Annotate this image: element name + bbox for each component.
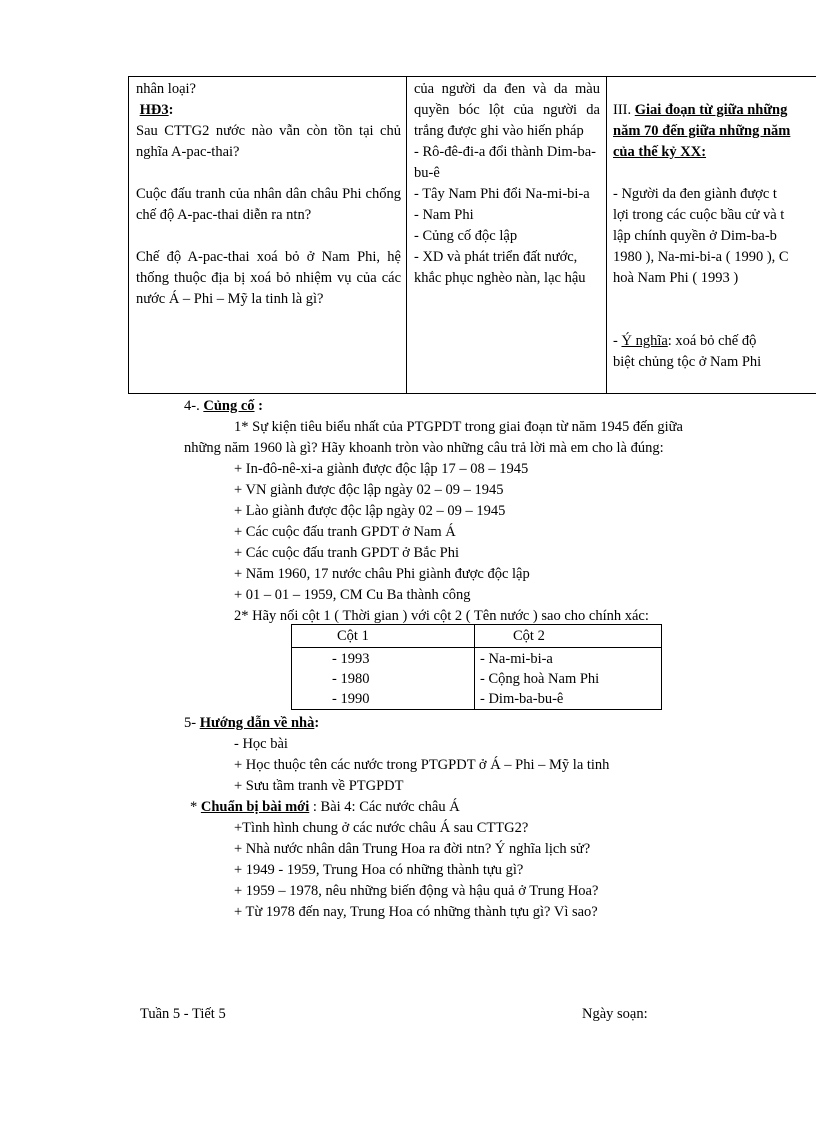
consolidation-question-1: 1* Sự kiện tiêu biểu nhất của PTGPDT trong giai đoạn từ năm 1945 đến giữa [234,419,683,435]
col3-body-line: hoà Nam Phi ( 1993 ) [613,270,739,286]
matching-header-col1: Cột 1 [337,628,369,644]
question-1: Sau CTTG2 nước nào vẫn còn tồn tại chủ nghĩa A-pac-thai? [136,123,401,160]
answer-option: + VN giành được độc lập ngày 02 – 09 – 1945 [234,482,504,498]
table-divider-2 [606,77,607,393]
prepare-lesson-heading [190,797,460,818]
heading-line-2: năm 70 đến giữa những năm [613,123,791,139]
section-5-number: 5- [184,715,200,731]
answer-option: + Các cuộc đấu tranh GPDT ở Bắc Phi [234,545,459,561]
section-4-colon: : [254,398,263,414]
period-heading [613,100,816,121]
section-5-title: Hướng dẫn về nhà [199,715,315,731]
homework-item: + Học thuộc tên các nước trong PTGPDT ở Á – Phi – Mỹ la tinh [234,757,610,773]
heading-prefix: III. [613,102,635,118]
matching-table [291,624,662,710]
heading-line-1: Giai đoạn từ giữa những [634,102,788,118]
col3-body-line: 1980 ), Na-mi-bi-a ( 1990 ), C [613,249,789,265]
col1-line-top: nhân loại? [136,81,196,97]
matching-cell-year: - 1993 [332,651,370,667]
section-4-heading [184,396,263,417]
answer-option: + Các cuộc đấu tranh GPDT ở Nam Á [234,524,456,540]
col2-item: - Rô-đê-đi-a đổi thành Dim-ba-bu-ê [414,144,597,181]
answer-option: + In-đô-nê-xi-a giành được độc lập 17 – 08 – 1945 [234,461,529,477]
col2-item: - Tây Nam Phi đổi Na-mi-bi-a [414,186,590,202]
col2-item: - XD và phát triển đất nước, khắc phục nghèo nàn, lạc hậu [414,249,586,286]
hd3-label: HĐ3 [139,102,169,118]
prepare-item: + Từ 1978 đến nay, Trung Hoa có những thành tựu gì? Vì sao? [234,904,598,920]
hd3-colon: : [168,102,174,118]
section-4-title: Củng cố [203,398,255,414]
meaning-line [613,331,816,352]
prepare-item: + 1949 - 1959, Trung Hoa có những thành tựu gì? [234,862,524,878]
col3-body-line: lợi trong các cuộc bầu cử và t [613,207,785,223]
table-divider-1 [406,77,407,393]
activity-column [136,79,401,310]
question-2: Cuộc đấu tranh của nhân dân châu Phi chống chế độ A-pac-thai diễn ra ntn? [136,186,401,223]
col3-body-line: - Người da đen giành được t [613,186,777,202]
consolidation-question-1-cont: những năm 1960 là gì? Hãy khoanh tròn vào những câu trả lời mà em cho là đúng: [184,440,664,456]
matching-cell-country: - Dim-ba-bu-ê [480,691,564,707]
matching-cell-country: - Cộng hoà Nam Phi [480,671,600,687]
col2-item: - Nam Phi [414,207,474,223]
consolidation-question-2: 2* Hãy nối cột 1 ( Thời gian ) với cột 2 ( Tên nước ) sao cho chính xác: [234,608,649,624]
prepare-text: : Bài 4: Các nước châu Á [309,799,460,815]
matching-cell-year: - 1980 [332,671,370,687]
col3-body-line: lập chính quyền ở Dim-ba-b [613,228,777,244]
matching-header-col2: Cột 2 [513,628,545,644]
col2-item: - Củng cố độc lập [414,228,518,244]
prepare-star: * [190,799,201,815]
homework-item: + Sưu tầm tranh về PTGPDT [234,778,404,794]
knowledge-column [613,79,816,373]
week-period-label: Tuần 5 - Tiết 5 [140,1006,226,1022]
section-5-heading [184,713,319,734]
section-4-number: 4-. [184,398,204,414]
prepare-item: + Nhà nước nhân dân Trung Hoa ra đời ntn? Ý nghĩa lịch sử? [234,841,591,857]
table-border-left [128,77,129,393]
col2-intro: của người da đen và da màu quyền bóc lột của người da trắng được ghi vào hiến pháp [414,81,600,139]
meaning-text: : xoá bỏ chế độ [667,333,757,349]
content-column [414,79,600,289]
question-3: Chế độ A-pac-thai xoá bỏ ở Nam Phi, hệ thống thuộc địa bị xoá bỏ nhiệm vụ của các nước Á – Phi – Mỹ la tinh là gì? [136,249,401,307]
meaning-line-2: biệt chủng tộc ở Nam Phi [613,354,762,370]
meaning-prefix: - [613,333,622,349]
matching-table-header-rule [292,647,661,648]
prepare-item: + 1959 – 1978, nêu những biến động và hậu quả ở Trung Hoa? [234,883,599,899]
homework-item: - Học bài [234,736,288,752]
hd3-heading [136,100,401,121]
lesson-table [128,76,816,394]
date-prepared-label: Ngày soạn: [582,1006,648,1022]
answer-option: + Lào giành được độc lập ngày 02 – 09 – 1945 [234,503,506,519]
matching-cell-country: - Na-mi-bi-a [480,651,553,667]
prepare-label: Chuẩn bị bài mới [200,799,310,815]
answer-option: + 01 – 01 – 1959, CM Cu Ba thành công [234,587,471,603]
answer-option: + Năm 1960, 17 nước châu Phi giành được độc lập [234,566,530,582]
meaning-label: Ý nghĩa [621,333,668,349]
section-5-colon: : [314,715,320,731]
prepare-item: +Tình hình chung ở các nước châu Á sau CTTG2? [234,820,529,836]
matching-table-divider [474,625,475,709]
matching-cell-year: - 1990 [332,691,370,707]
heading-line-3: của thế kỷ XX: [613,144,707,160]
